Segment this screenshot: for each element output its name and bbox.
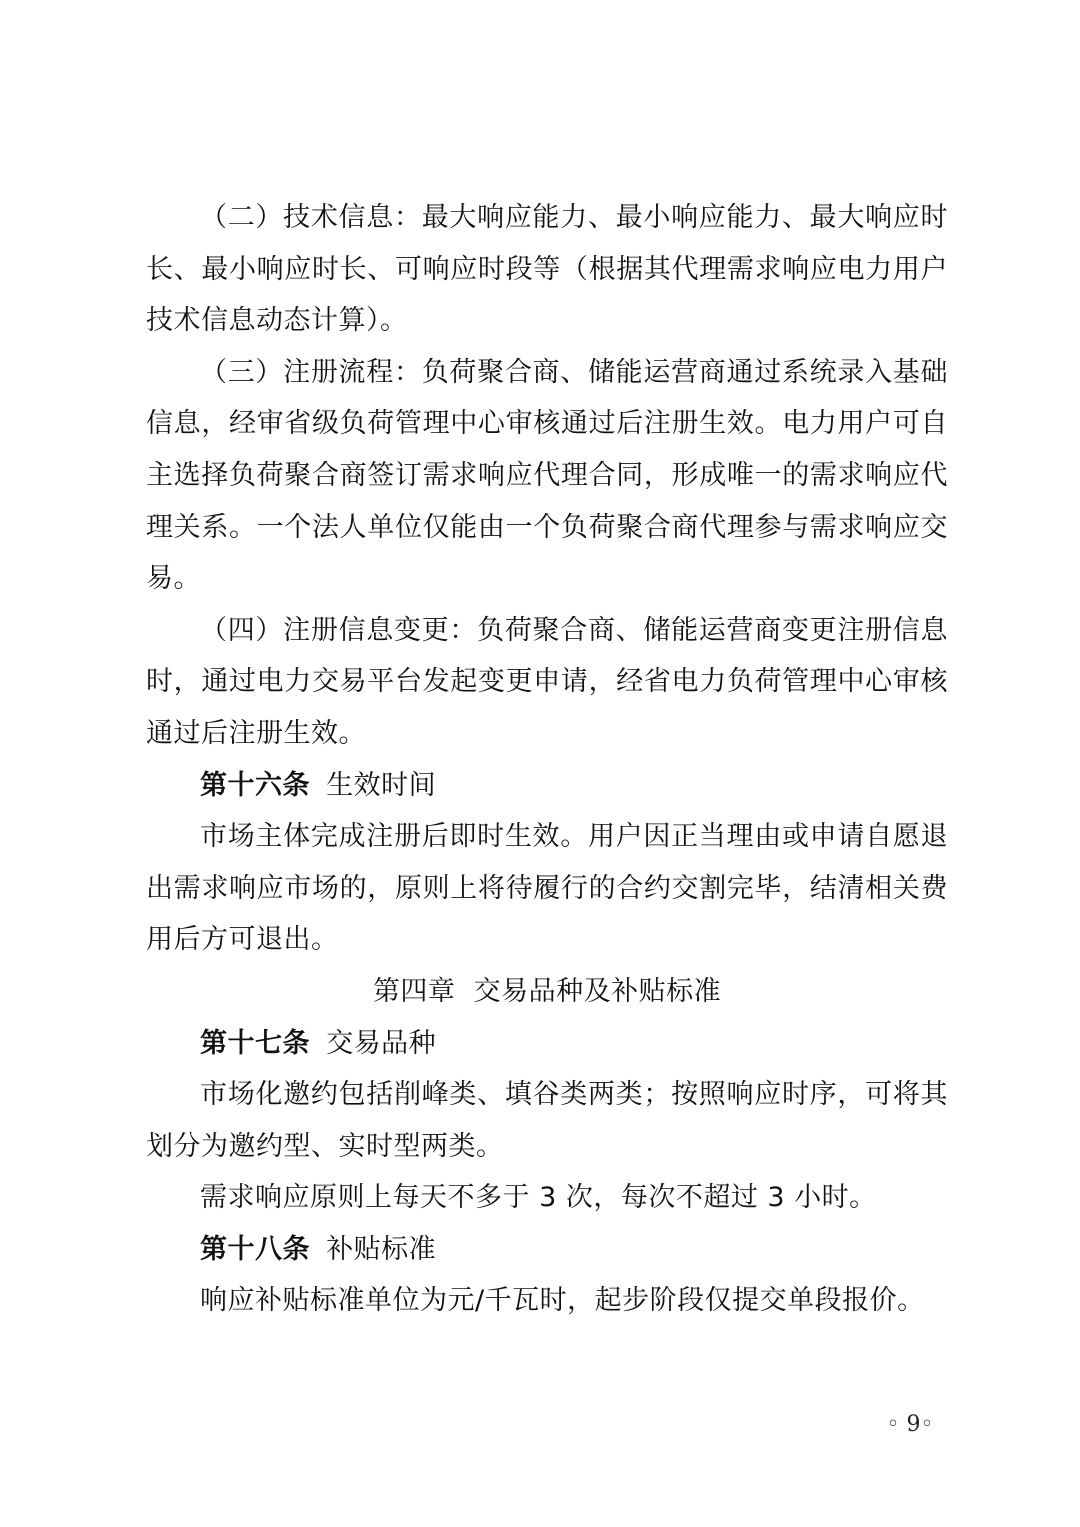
article-16-number: 第十六条	[200, 769, 310, 801]
paragraph-technical-info: （二）技术信息：最大响应能力、最小响应能力、最大响应时长、最小响应时长、可响应时段等（根据其代理需求响应电力用户技术信息动态计算）。	[146, 202, 948, 337]
document-body	[146, 192, 948, 1327]
paragraph-registration-change: （四）注册信息变更：负荷聚合商、储能运营商变更注册信息时，通过电力交易平台发起变更申请，经省电力负荷管理中心审核通过后注册生效。	[146, 614, 948, 749]
article-17-limit: 需求响应原则上每天不多于 3 次，每次不超过 3 小时。	[200, 1182, 877, 1214]
article-16-title: 生效时间	[326, 769, 437, 801]
article-18-title: 补贴标准	[326, 1233, 437, 1265]
article-16-body: 市场主体完成注册后即时生效。用户因正当理由或申请自愿退出需求响应市场的，原则上将待履行的合约交割完毕，结清相关费用后方可退出。	[146, 821, 948, 956]
article-18-number: 第十八条	[200, 1233, 310, 1265]
paragraph-registration-process: （三）注册流程：负荷聚合商、储能运营商通过系统录入基础信息，经审省级负荷管理中心审核通过后注册生效。电力用户可自主选择负荷聚合商签订需求响应代理合同，形成唯一的需求响应代理关系。一个法人单位仅能由一个负荷聚合商代理参与需求响应交易。	[146, 356, 948, 595]
article-16-heading	[146, 760, 948, 812]
article-17-body: 市场化邀约包括削峰类、填谷类两类；按照响应时序，可将其划分为邀约型、实时型两类。	[146, 1079, 948, 1162]
page-number: ◦ 9◦	[886, 1412, 934, 1437]
article-17-title: 交易品种	[326, 1027, 437, 1059]
chapter-4-title-text: 第四章 交易品种及补贴标准	[372, 975, 722, 1007]
chapter-4-title	[146, 966, 948, 1018]
article-18-body: 响应补贴标准单位为元/千瓦时，起步阶段仅提交单段报价。	[200, 1285, 925, 1317]
article-17-number: 第十七条	[200, 1027, 310, 1059]
article-18-heading	[146, 1224, 948, 1276]
article-17-heading	[146, 1018, 948, 1070]
